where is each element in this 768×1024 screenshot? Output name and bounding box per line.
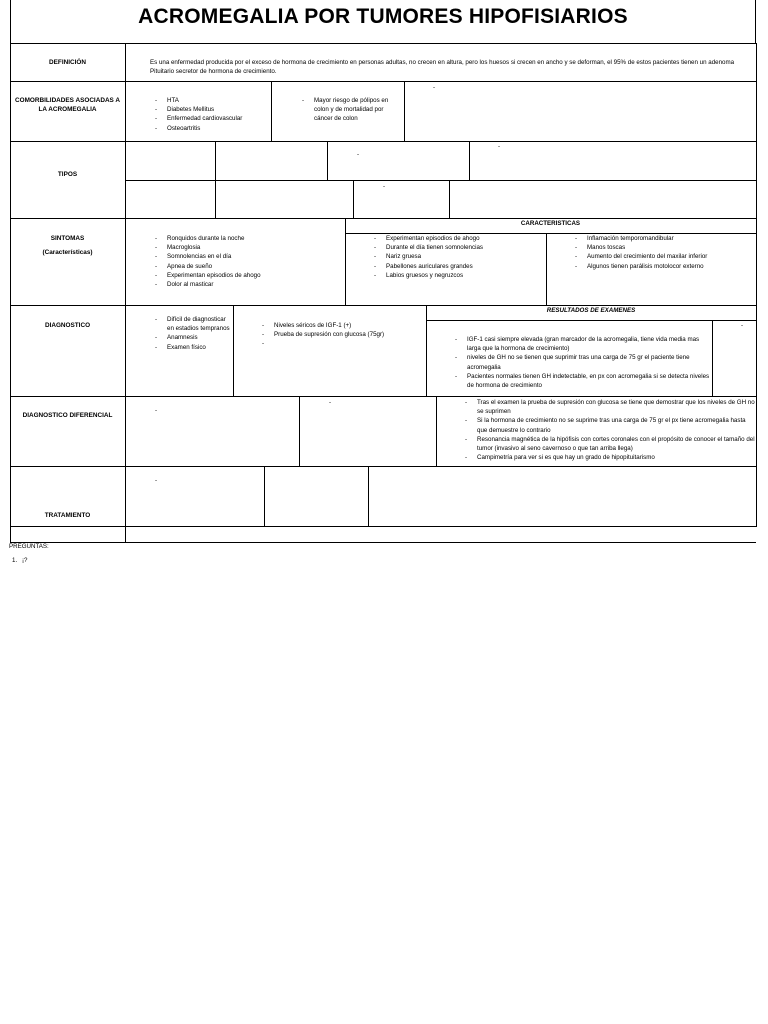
list-item: - Tras el examen la prueba de supresión con glucosa se tiene que demostrar que los niveles de GH no se suprimen	[465, 398, 755, 416]
table-right-border	[756, 43, 757, 527]
table-left-border	[10, 43, 11, 543]
cell-divider	[449, 180, 450, 218]
sintomas-list-3	[575, 234, 755, 271]
list-item: - Mayor riesgo de pólipos en colon y de mortalidad por cáncer de colon	[302, 96, 400, 124]
cell-divider	[271, 81, 272, 141]
cell-divider	[299, 396, 300, 466]
cell-divider	[436, 396, 437, 466]
list-item: - Diabetes Mellitus	[155, 105, 270, 114]
diagnostico-list-2	[262, 321, 422, 339]
comorbilidades-list-1	[155, 96, 270, 133]
empty-dash: -	[329, 399, 332, 406]
list-item: - Prueba de supresión con glucosa (75gr)	[262, 330, 422, 339]
comorbilidades-label: COMORBILIDADES ASOCIADAS A LA ACROMEGALIA	[15, 97, 120, 113]
empty-dash: -	[498, 143, 501, 150]
list-item: - Algunos tienen parálisis motolocor externo	[575, 262, 755, 271]
row-divider	[10, 396, 756, 397]
caracteristicas-header: CARACTERISTICAS	[520, 220, 581, 227]
list-item: - niveles de GH no se tienen que suprimir tras una carga de 75 gr el paciente tiene acromegalia	[455, 353, 710, 371]
row-divider	[10, 526, 756, 527]
tipos-label: TIPOS	[57, 171, 78, 178]
list-item: - Examen físico	[155, 343, 230, 352]
list-item: - IGF-1 casi siempre elevada (gran marcador de la acromegalia, tiene vida media mas larga que la hormona de crecimiento)	[455, 335, 710, 353]
list-item: - Osteoartritis	[155, 124, 270, 133]
list-item: - HTA	[155, 96, 270, 105]
cell-divider	[233, 305, 234, 396]
empty-dash: -	[741, 322, 744, 329]
row-divider	[10, 218, 756, 219]
list-item: - Niveles séricos de IGF-1 (+)	[262, 321, 422, 330]
row-divider	[10, 305, 756, 306]
cell-divider	[469, 141, 470, 180]
sintomas-label: SINTOMAS	[50, 235, 85, 242]
list-item: - Ronquidos durante la noche	[155, 234, 340, 243]
diferencial-label: DIAGNOSTICO DIFERENCIAL	[22, 412, 113, 419]
label-column-divider	[125, 43, 126, 543]
diagnostico-list-1	[155, 315, 230, 352]
cell-divider	[215, 141, 216, 218]
diferencial-list	[465, 398, 755, 462]
sintomas-sublabel: (Características)	[42, 249, 93, 256]
list-item: - Difícil de diagnosticar en estadios tempranos	[155, 315, 230, 333]
list-item: - Si la hormona de crecimiento no se suprime tras una carga de 75 gr el px tiene acromegalia hasta que demuestre lo contrario	[465, 416, 755, 434]
list-item: - Inflamación temporomandibular	[575, 234, 755, 243]
cell-divider	[712, 320, 713, 396]
cell-divider	[353, 180, 354, 218]
list-item: - Somnolencias en el día	[155, 252, 340, 261]
preguntas-item-text: ¡?	[22, 557, 28, 564]
definicion-text: Es una enfermedad producida por el exceso de hormona de crecimiento en personas adultas, no crecen en altura, pero los huesos si crecen en ancho y se deforman, el 95% de estos pacientes tienen un adenoma Pituitario secretor de hormona de crecimiento.	[150, 59, 735, 75]
list-item: - Enfermedad cardiovascular	[155, 114, 270, 123]
definicion-label: DEFINICIÓN	[49, 59, 86, 66]
cell-divider	[404, 81, 405, 141]
preguntas-label: PREGUNTAS:	[9, 543, 49, 550]
table-bottom-edge	[10, 542, 756, 543]
list-item: - Aumento del crecimiento del maxilar inferior	[575, 252, 755, 261]
empty-dash: -	[155, 477, 158, 484]
empty-dash: -	[383, 183, 386, 190]
list-item: - Macroglosia	[155, 243, 340, 252]
list-item: - Manos toscas	[575, 243, 755, 252]
comorbilidades-list-2	[302, 96, 400, 124]
list-item: - Resonancia magnética de la hipófisis con cortes coronales con el propósito de conocer el tamaño del tumor (invasivo al seno cavernoso o que tan arriba llega)	[465, 435, 755, 453]
diagnostico-label: DIAGNOSTICO	[44, 322, 91, 329]
cell-divider	[368, 466, 369, 526]
row-divider	[10, 81, 756, 82]
list-item: - Experimentan episodios de ahogo	[374, 234, 544, 243]
preguntas-item-number: 1.	[12, 557, 18, 564]
page-title: ACROMEGALIA POR TUMORES HIPOFISIARIOS	[10, 0, 756, 44]
empty-dash: -	[357, 151, 360, 158]
cell-divider	[264, 466, 265, 526]
list-item: - Labios gruesos y negruzcos	[374, 271, 544, 280]
cell-divider	[546, 233, 547, 305]
header-divider	[426, 320, 756, 321]
resultados-header: RESULTADOS DE EXAMENES	[546, 307, 636, 314]
list-item: - Pabellones auriculares grandes	[374, 262, 544, 271]
cell-divider	[327, 141, 328, 180]
cell-divider	[345, 218, 346, 305]
tipos-subrow-divider	[125, 180, 756, 181]
list-item: - Experimentan episodios de ahogo	[155, 271, 340, 280]
sintomas-list-1	[155, 234, 340, 289]
list-item: - Dolor al masticar	[155, 280, 340, 289]
row-divider	[10, 141, 756, 142]
tratamiento-label: TRATAMIENTO	[44, 512, 91, 519]
list-item: - Nariz gruesa	[374, 252, 544, 261]
cell-divider	[426, 305, 427, 396]
diagnostico-list-3	[455, 335, 710, 390]
list-item: - Durante el día tienen somnolencias	[374, 243, 544, 252]
list-item: - Pacientes normales tienen GH indetectable, en px con acromegalia si se detecta niveles de hormona de crecimiento	[455, 372, 710, 390]
list-item: - Apnea de sueño	[155, 262, 340, 271]
empty-dash: -	[155, 407, 158, 414]
list-item: - Campimetría para ver si es que hay un grado de hipopituitarismo	[465, 453, 755, 462]
row-divider	[10, 466, 756, 467]
list-item: - Anamnesis	[155, 333, 230, 342]
sintomas-list-2	[374, 234, 544, 280]
empty-dash: -	[433, 84, 436, 91]
